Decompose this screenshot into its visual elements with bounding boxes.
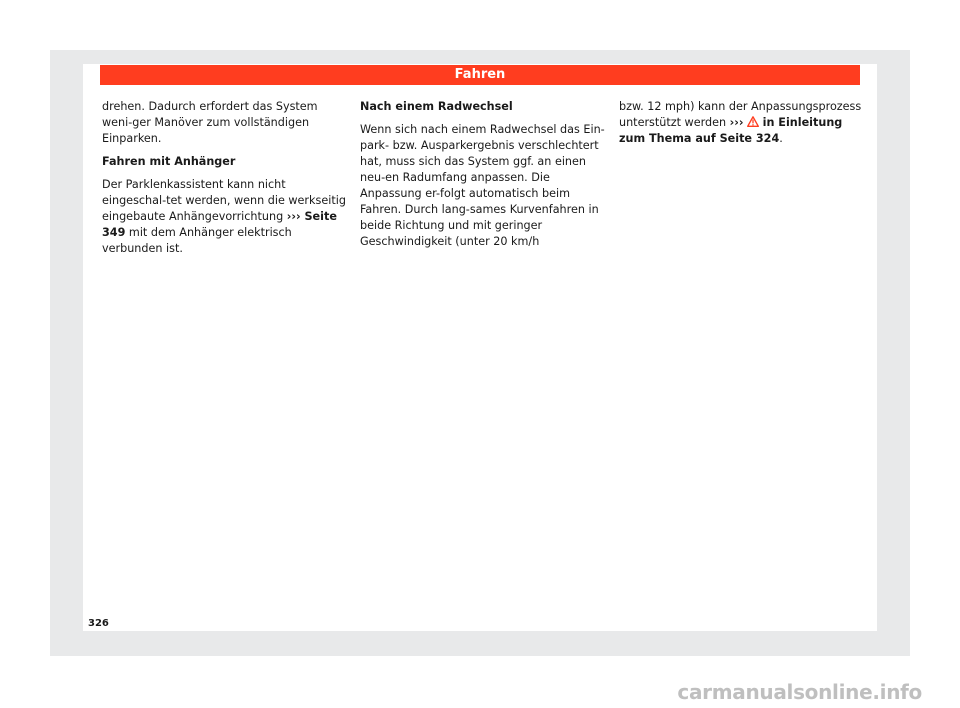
column-middle — [360, 99, 608, 257]
paragraph-adaptation-end: . — [779, 132, 783, 145]
heading-wheel-change: Nach einem Radwechsel — [360, 100, 513, 113]
watermark: carmanualsonline.info — [677, 680, 922, 704]
chapter-header — [100, 65, 860, 85]
page-number: 326 — [88, 618, 109, 629]
column-right — [619, 99, 867, 154]
paragraph-wheel-change: Wenn sich nach einem Radwechsel das Ein-park- bzw. Ausparkergebnis verschlechtert hat, muss sich das System ggf. an einen neu-en Radumfang anpassen. Die Anpassung er-folgt automatisch beim Fahren. Durch lang-sames Kurvenfahren in beide Richtung und mit geringer Geschwindigkeit (unter 20 km/h — [360, 123, 605, 248]
paragraph-trailer-text-end: mit dem Anhänger elektrisch verbunden ist. — [102, 226, 292, 255]
paragraph-adaptation — [619, 99, 867, 147]
link-page-349[interactable]: ››› Seite 349 — [102, 210, 337, 239]
paragraph-trailer — [102, 177, 350, 257]
paragraph-trailer-text: Der Parklenkassistent kann nicht eingeschal-tet werden, wenn die werkseitig eingebaute Anhängevorrichtung — [102, 178, 346, 223]
column-left — [102, 99, 350, 264]
warning-triangle-icon — [747, 116, 759, 127]
paragraph-adaptation-text: bzw. 12 mph) kann der Anpassungsprozess unterstützt werden — [619, 100, 862, 129]
link-arrows[interactable]: ››› — [729, 116, 744, 129]
heading-trailer: Fahren mit Anhänger — [102, 155, 236, 168]
link-intro-page-324[interactable]: in Einleitung zum Thema auf Seite 324 — [619, 116, 843, 145]
chapter-title: Fahren — [454, 67, 506, 82]
paragraph-parking-maneuver: drehen. Dadurch erfordert das System weni-ger Manöver zum vollständigen Einparken. — [102, 100, 318, 145]
